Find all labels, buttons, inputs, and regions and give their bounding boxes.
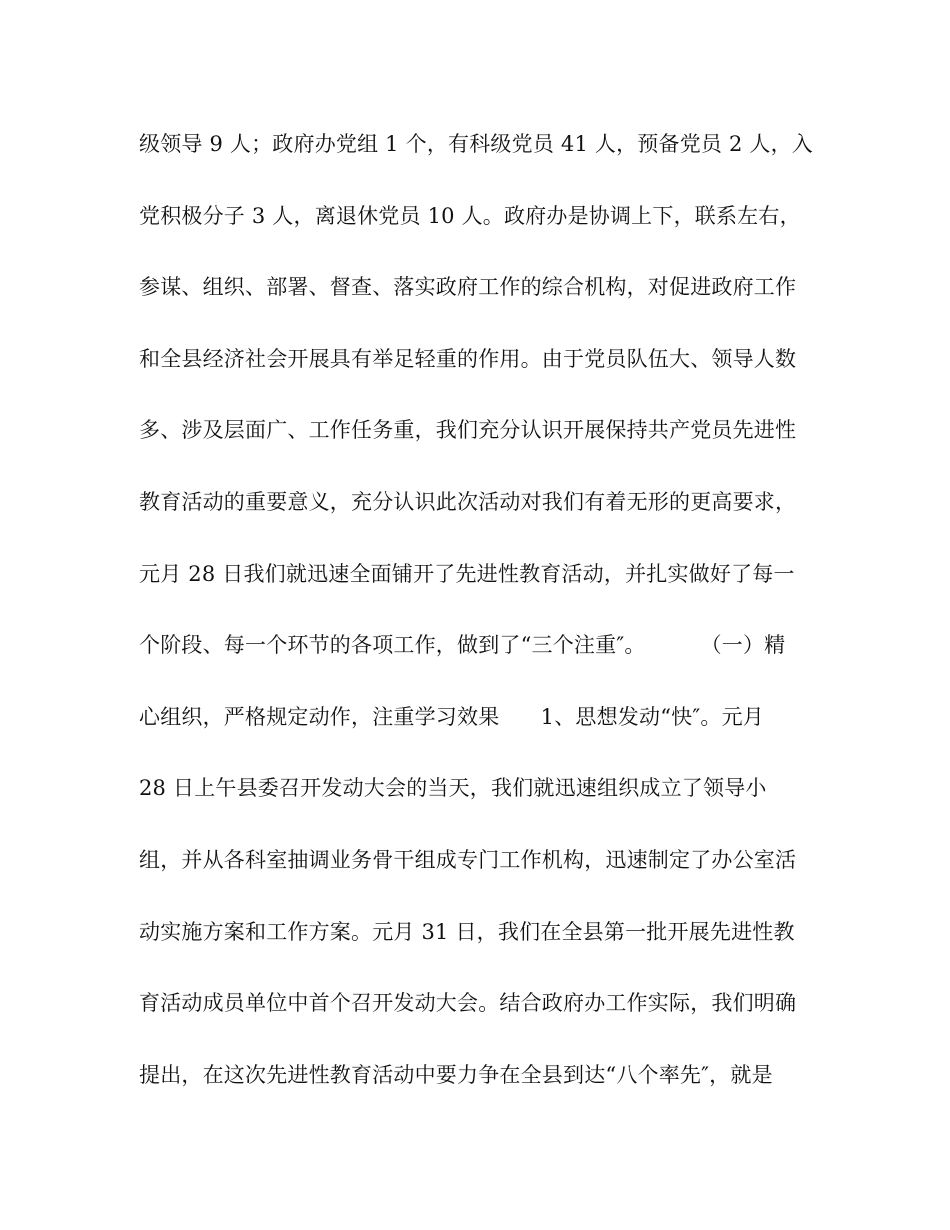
text-line: 和全县经济社会开展具有举足轻重的作用。由于党员队伍大、领导人数 [139,346,797,371]
body-text [139,116,829,1118]
text-line: 心组织，严格规定动作，注重学习效果 1、思想发动“快″。元月 [139,704,764,729]
text-line: 28 日上午县委召开发动大会的当天，我们就迅速组织成立了领导小 [139,776,767,801]
text-line: 多、涉及层面广、工作任务重，我们充分认识开展保持共产党员先进性 [139,418,797,443]
text-line: 个阶段、每一个环节的各项工作，做到了“三个注重″。 （一）精 [139,633,786,658]
text-line: 育活动成员单位中首个召开发动大会。结合政府办工作实际，我们明确 [139,991,797,1016]
text-line: 动实施方案和工作方案。元月 31 日，我们在全县第一批开展先进性教 [139,919,795,944]
text-line: 级领导 9 人；政府办党组 1 个，有科级党员 41 人，预备党员 2 人，入 [139,132,814,156]
text-line: 教育活动的重要意义，充分认识此次活动对我们有着无形的更高要求， [139,489,797,514]
text-line: 元月 28 日我们就迅速全面铺开了先进性教育活动，并扎实做好了每一 [139,561,795,586]
text-line: 组，并从各科室抽调业务骨干组成专门工作机构，迅速制定了办公室活 [139,847,797,872]
text-line: 党积极分子 3 人，离退休党员 10 人。政府办是协调上下，联系左右， [139,203,801,228]
text-line: 参谋、组织、部署、督查、落实政府工作的综合机构，对促进政府工作 [139,275,797,300]
text-line: 提出，在这次先进性教育活动中要力争在全县到达“八个率先″，就是 [139,1062,773,1087]
